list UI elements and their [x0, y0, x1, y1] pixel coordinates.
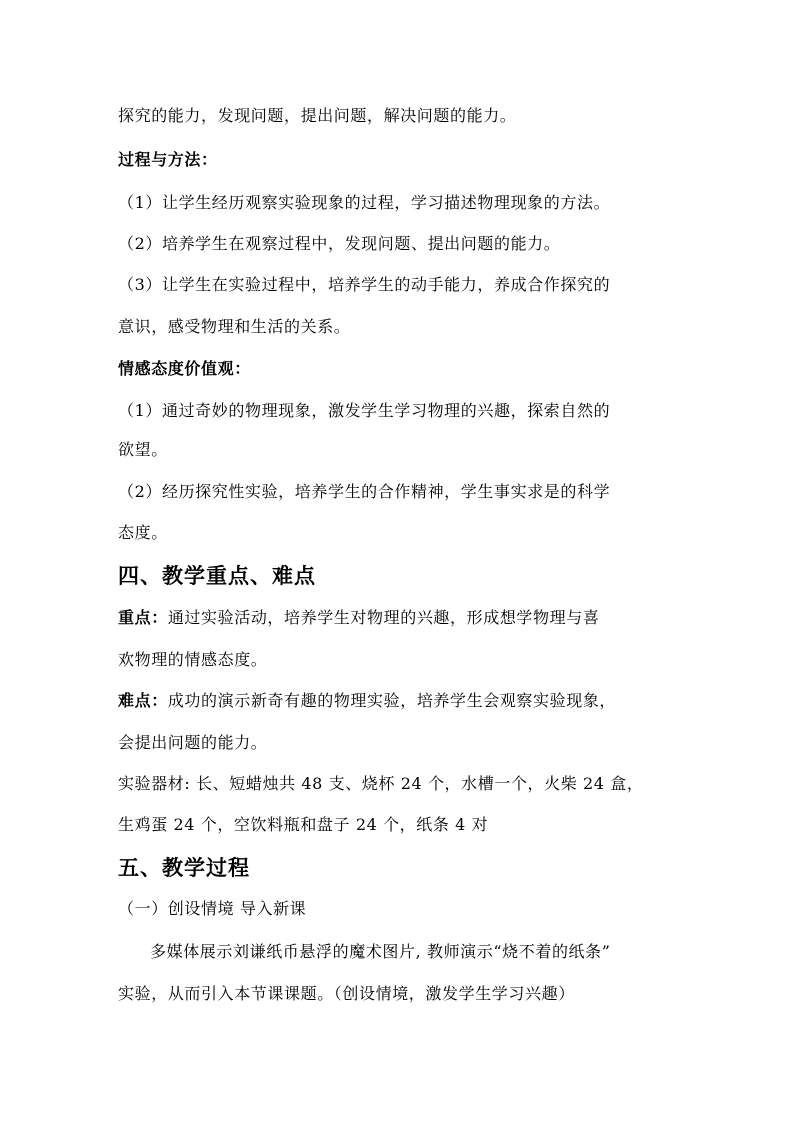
- difficulty-text: 成功的演示新奇有趣的物理实验，培养学生会观察实验现象，: [167, 691, 617, 710]
- text-line: （2）培养学生在观察过程中，发现问题、提出问题的能力。: [118, 234, 561, 253]
- text-line: [118, 691, 684, 711]
- text-line: （1）通过奇妙的物理现象，激发学生学习物理的兴趣，探索自然的: [118, 401, 611, 420]
- heading-key-points: 四、教学重点、难点: [118, 563, 316, 588]
- label-key-point: 重点：: [118, 608, 168, 627]
- text-line: （2）经历探究性实验，培养学生的合作精神，学生事实求是的科学: [118, 482, 611, 501]
- text-line: （1）让学生经历观察实验现象的过程，学习描述物理现象的方法。: [118, 193, 611, 212]
- section-label-emotion: 情感态度价值观：: [118, 359, 251, 378]
- text-line: 实验，从而引入本节课课题。（创设情境，激发学生学习兴趣）: [118, 984, 575, 1003]
- section-label-process-method: 过程与方法：: [118, 150, 218, 169]
- heading-teaching-process: 五、教学过程: [118, 855, 250, 880]
- label-difficulty: 难点：: [118, 691, 168, 710]
- text-line: 欢物理的情感态度。: [118, 650, 268, 669]
- text-line: 会提出问题的能力。: [118, 733, 268, 752]
- text-line: 探究的能力，发现问题，提出问题，解决问题的能力。: [118, 106, 517, 125]
- key-point-text: 通过实验活动，培养学生对物理的兴趣，形成想学物理与喜: [167, 608, 600, 627]
- text-line: [118, 608, 684, 628]
- text-line: 意识，感受物理和生活的关系。: [118, 317, 351, 336]
- subheading-intro: （一）创设情境 导入新课: [118, 899, 307, 918]
- text-line: （3）让学生在实验过程中，培养学生的动手能力，养成合作探究的: [118, 275, 611, 294]
- text-line: 欲望。: [118, 440, 168, 459]
- text-line: 生鸡蛋 24 个，空饮料瓶和盘子 24 个，纸条 4 对: [118, 815, 489, 834]
- text-line: 态度。: [118, 523, 168, 542]
- text-line: 多媒体展示刘谦纸币悬浮的魔术图片, 教师演示“烧不着的纸条”: [150, 942, 611, 961]
- text-line: 实验器材: 长、短蜡烛共 48 支、烧杯 24 个，水槽一个，火柴 24 盒，: [118, 774, 644, 793]
